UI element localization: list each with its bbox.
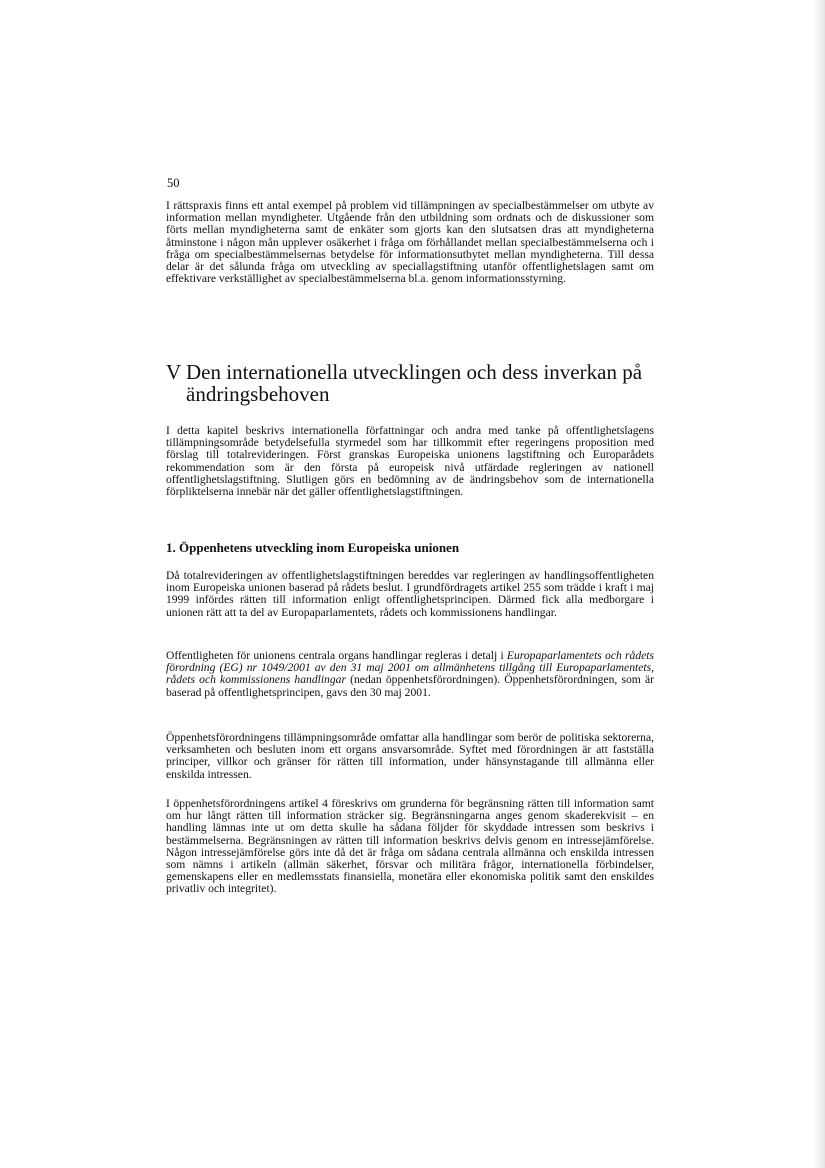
page-number: 50 <box>167 176 180 190</box>
intro-paragraph: I rättspraxis finns ett antal exempel på problem vid tillämpningen av specialbestämmelser om utbyte av information mellan myndigheter. Utgående från den utbildning som ordnats och de diskussioner som förts mellan myndigheterna samt de enkäter som gjorts kan den slutsatsen dras att myndigheterna åtminstone i någon mån upplever osäkerhet i fråga om förhållandet mellan specialbestämmelserna och i fråga om specialbestämmelsernas betydelse för informationsutbytet mellan myndigheterna. Till dessa delar är det sålunda fråga om utveckling av speciallagstiftning utanför offentlighetslagen samt om effektivare verkställighet av specialbestämmelserna bl.a. genom informationsstyrning. <box>166 199 654 286</box>
chapter-title: Den internationella utvecklingen och dess inverkan på ändringsbehoven <box>186 360 643 406</box>
section-paragraph-3: Öppenhetsförordningens tillämpningsområde omfattar alla handlingar som berör de politiska sektorerna, verksamheten och besluten inom ett organs ansvarsområde. Syftet med förordningen är att fastställa principer, villkor och gränser för rätten till information, under hänsynstagande till allmänna eller enskilda intressen. <box>166 731 654 781</box>
paragraph-2-text-after: (nedan öppenhetsförordningen). Öppenhetsförordningen, som är baserad på offentlighetsprincipen, gavs den 30 maj 2001. <box>166 673 654 699</box>
section-paragraph-4: I öppenhetsförordningens artikel 4 föreskrivs om grunderna för begränsning rätten till information samt om hur långt rätten till information sträcker sig. Begränsningarna anges genom skaderekvisit – en handling lämnas inte ut om detta skulle ha sådana följder för skyddade intressen som beskrivs i bestämmelserna. Begränsningen av rätten till information beskrivs delvis genom en intressejämförelse. Någon intressejämförelse görs inte då det är fråga om sådana centrala allmänna och enskilda intressen som nämns i artikeln (allmän säkerhet, försvar och militära frågor, internationella förbindelser, gemenskapens eller en medlemsstats finansiella, monetära eller ekonomiska politik samt den enskildes privatliv och integritet). <box>166 797 654 896</box>
section-paragraph-2 <box>166 650 654 699</box>
section-heading: 1. Öppenhetens utveckling inom Europeiska unionen <box>166 540 460 555</box>
chapter-heading <box>166 361 666 405</box>
scan-edge-shadow <box>813 0 825 1168</box>
paragraph-2-text-before: Offentligheten för unionens centrala organs handlingar regleras i detalj i <box>166 649 507 662</box>
chapter-number: V <box>166 360 182 384</box>
chapter-intro-paragraph: I detta kapitel beskrivs internationella författningar och andra med tanke på offentlighetslagens tillämpningsområde betydelsefulla styrmedel som har tillkommit efter regeringens proposition med förslag till totalrevideringen. Först granskas Europeiska unionens lagstiftning och Europarådets rekommendation som är den första på europeisk nivå utfärdade regleringen av nationell offentlighetslagstiftning. Slutligen görs en bedömning av de ändringsbehov som de internationella förpliktelserna innebär när det gäller offentlighetslagstiftningen. <box>166 424 654 499</box>
regulation-title: Europaparlamentets och rådets förordning (EG) nr 1049/2001 av den 31 maj 2001 om allmänhetens tillgång till Europaparlamentets, rådets och kommissionens handlingar <box>166 649 654 687</box>
section-paragraph-1: Då totalrevideringen av offentlighetslagstiftningen bereddes var regleringen av handlingsoffentligheten inom Europeiska unionen baserad på rådets beslut. I grundfördragets artikel 255 som trädde i kraft i maj 1999 infördes rätten till information enligt offentlighetsprincipen. Därmed fick alla medborgare i unionen rätt att ta del av Europaparlamentets, rådets och kommissionens handlingar. <box>166 569 654 619</box>
